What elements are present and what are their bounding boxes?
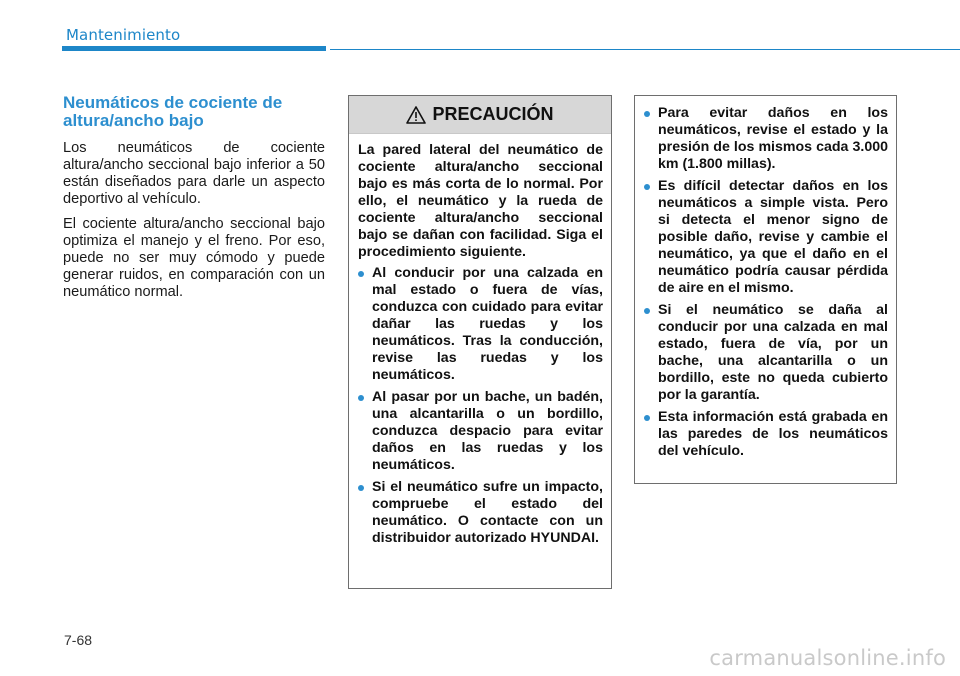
watermark: carmanualsonline.info [709, 646, 946, 670]
caution-header [349, 96, 611, 134]
list-item-text: Es difícil detectar daños en los neumáticos a simple vista. Pero si detecta el menor signo de posible daño, revise y cambie el neumático, ya que el daño en el neumático podría causar pérdida de aire en el mismo. [658, 178, 888, 296]
caution-title: PRECAUCIÓN [432, 104, 554, 124]
bullet-dot-icon [644, 184, 650, 190]
bullet-dot-icon [358, 395, 364, 401]
header-rule-thick [62, 46, 326, 51]
caution-body [349, 134, 611, 547]
section-title: Mantenimiento [66, 26, 181, 44]
info-body [635, 96, 896, 460]
bullet-dot-icon [644, 415, 650, 421]
page-number: 7-68 [64, 632, 93, 648]
bullet-dot-icon [644, 111, 650, 117]
caution-intro: La pared lateral del neumático de cociente altura/ancho seccional bajo es más corta de lo normal. Por ello, el neumático y la rueda de cociente altura/ancho seccional bajo se dañan con facilidad. Siga el procedimiento siguiente. [358, 142, 603, 260]
list-item-text: Si el neumático se daña al conducir por una calzada en mal estado, fuera de vía, por un bache, una alcantarilla o un bordillo, este no queda cubierto por la garantía. [658, 302, 888, 403]
list-item [644, 105, 888, 173]
list-item [358, 265, 603, 384]
bullet-dot-icon [644, 308, 650, 314]
header-rule-thin [330, 49, 960, 50]
list-item-text: Al conducir por una calzada en mal estado o fuera de vías, conduzca con cuidado para evitar dañar las ruedas y los neumáticos. Tras la conducción, revise las ruedas y los neumáticos. [372, 265, 603, 383]
list-item [644, 178, 888, 297]
paragraph: Los neumáticos de cociente altura/ancho seccional bajo inferior a 50 están diseñados para darle un aspecto deportivo al vehículo. [63, 140, 325, 207]
list-item [644, 302, 888, 404]
list-item [644, 409, 888, 460]
left-column [63, 94, 325, 309]
list-item-text: Para evitar daños en los neumáticos, revise el estado y la presión de los mismos cada 3.000 km (1.800 millas). [658, 105, 888, 172]
list-item-text: Al pasar por un bache, un badén, una alcantarilla o un bordillo, conduzca despacio para evitar daños en las ruedas y los neumáticos. [372, 389, 603, 473]
subsection-heading: Neumáticos de cociente de altura/ancho bajo [63, 93, 283, 130]
caution-bullet-list [358, 265, 603, 547]
list-item-text: Si el neumático sufre un impacto, compruebe el estado del neumático. O contacte con un distribuidor autorizado HYUNDAI. [372, 479, 603, 546]
list-item-text: Esta información está grabada en las paredes de los neumáticos del vehículo. [658, 409, 888, 459]
bullet-dot-icon [358, 271, 364, 277]
bullet-dot-icon [358, 485, 364, 491]
info-bullet-list [644, 105, 888, 460]
caution-box [348, 95, 612, 589]
list-item [358, 479, 603, 547]
paragraph: El cociente altura/ancho seccional bajo optimiza el manejo y el freno. Por eso, puede no ser muy cómodo y puede generar ruidos, en comparación con un neumático normal. [63, 216, 325, 300]
info-box [634, 95, 897, 484]
warning-triangle-icon [406, 106, 426, 124]
list-item [358, 389, 603, 474]
